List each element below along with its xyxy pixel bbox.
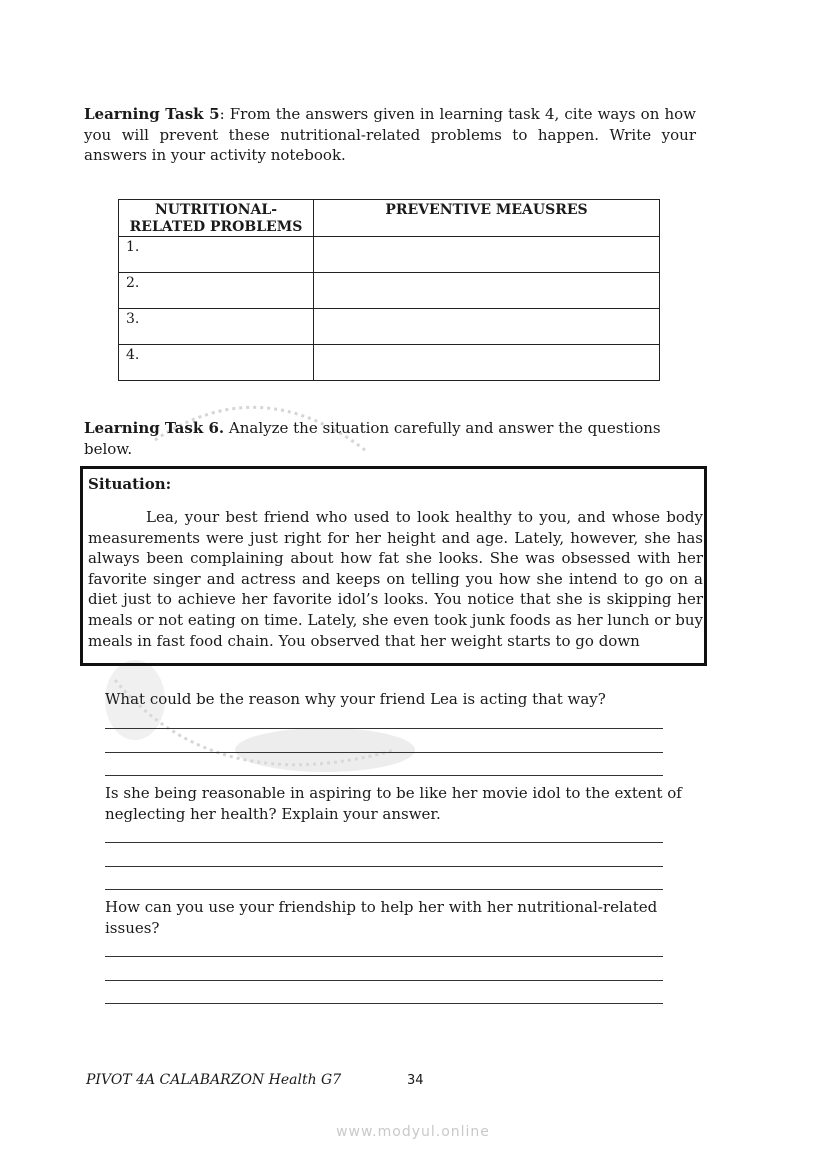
page-number: 34 [407,1073,424,1088]
table-answer-cell [314,345,660,381]
learning-task-6-text: Analyze the situation carefully and answer the questions below. [84,419,661,458]
table-row [119,309,660,345]
situation-text: Lea, your best friend who used to look healthy to you, and whose body measurements were just right for her height and age. Lately, however, she has always been complaining about how fat she looks. She was obsessed with her favorite singer and actress and keeps on telling you how she intend to go on a diet just to achieve her favorite idol’s looks. You notice that she is skipping her meals or not eating on time. Lately, she even took junk foods as her lunch or buy meals in fast food chain. You observed that her weight starts to go down [88,508,703,650]
answer-line[interactable] [105,728,663,729]
table-row [119,345,660,381]
table-answer-cell [314,273,660,309]
learning-task-5-title: Learning Task 5 [84,105,220,123]
answer-line[interactable] [105,866,663,867]
learning-task-6-title: Learning Task 6. [84,419,225,437]
table-answer-cell [314,237,660,273]
situation-label: Situation: [88,475,172,493]
table-row [119,273,660,309]
table-row-number: 4. [119,345,314,381]
table-header-measures: PREVENTIVE MEAUSRES [314,200,660,237]
site-watermark: www.modyul.online [336,1124,490,1140]
learning-task-5-text: : From the answers given in learning task 4, cite ways on how you will prevent these nutritional-related problems to happen. Write your answers in your activity notebook. [84,105,696,164]
answer-line[interactable] [105,956,663,957]
learning-task-6-paragraph [84,418,704,459]
table-row-number: 1. [119,237,314,273]
question-1: What could be the reason why your friend Lea is acting that way? [105,690,606,708]
answer-line[interactable] [105,1003,663,1004]
table-row [119,237,660,273]
footer-title: PIVOT 4A CALABARZON Health G7 [86,1072,342,1088]
answer-line[interactable] [105,980,663,981]
question-2: Is she being reasonable in aspiring to be like her movie idol to the extent of neglecting her health? Explain your answer. [105,784,682,823]
learning-task-5-paragraph [84,104,696,166]
answer-line[interactable] [105,775,663,776]
question-3: How can you use your friendship to help her with her nutritional-related issues? [105,898,658,937]
table-header-problems: NUTRITIONAL-RELATED PROBLEMS [119,200,314,237]
situation-box [80,466,707,666]
table-answer-cell [314,309,660,345]
nutrition-problems-table [118,199,660,381]
table-row-number: 3. [119,309,314,345]
answer-line[interactable] [105,889,663,890]
answer-line[interactable] [105,752,663,753]
answer-line[interactable] [105,842,663,843]
table-row-number: 2. [119,273,314,309]
